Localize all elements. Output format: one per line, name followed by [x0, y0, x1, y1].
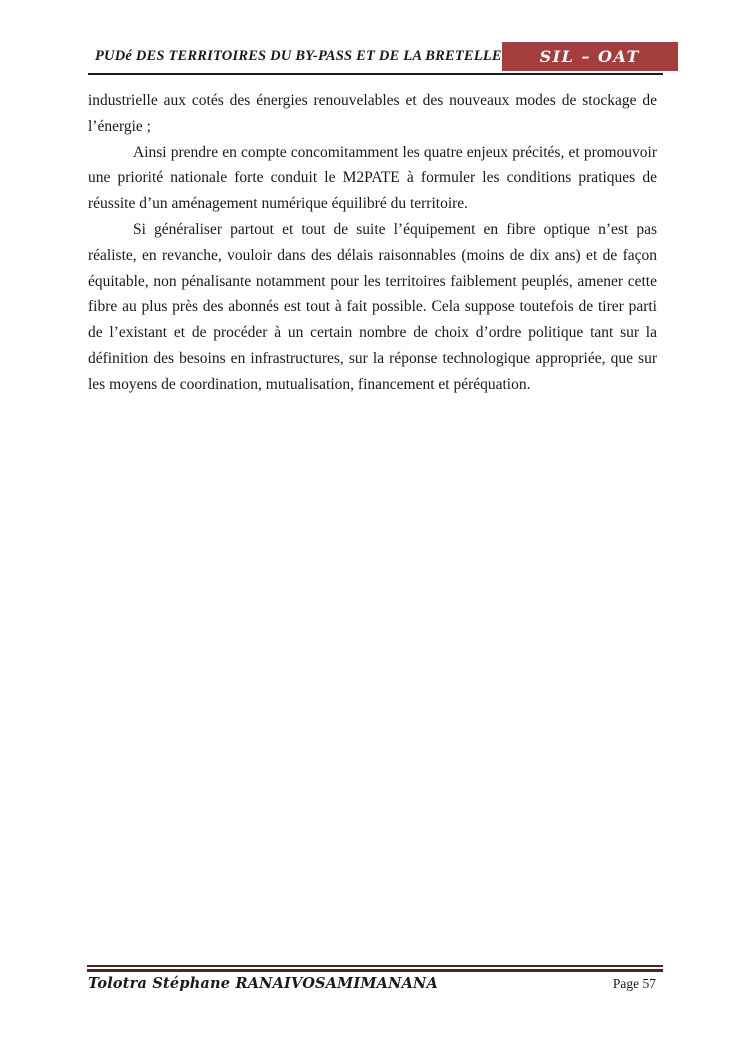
header-rule — [88, 73, 663, 75]
body-text — [88, 88, 657, 398]
paragraph: industrielle aux cotés des énergies renouvelables et des nouveaux modes de stockage de l’énergie ; — [88, 92, 657, 135]
footer-rule — [87, 965, 663, 972]
header-badge: SIL – OAT — [502, 42, 678, 71]
footer-page-number: Page 57 — [612, 976, 656, 991]
footer-rule-thick-line — [87, 969, 663, 972]
page-footer — [88, 975, 656, 992]
header-title: PUDé DES TERRITOIRES DU BY-PASS ET DE LA BRETELLE — [95, 48, 502, 64]
paragraph: Si généraliser partout et tout de suite l’équipement en fibre optique n’est pas réaliste, en revanche, vouloir dans des délais raisonnables (moins de dix ans) et de façon équitable, non pénalisante notamment pour les territoires faiblement peuplés, amener cette fibre au plus près des abonnés est tout à fait possible. Cela suppose toutefois de tirer parti de l’existant et de procéder à un certain nombre de choix d’ordre politique tant sur la définition des besoins en infrastructures, sur la réponse technologique appropriée, que sur les moyens de coordination, mutualisation, financement et péréquation. — [88, 220, 657, 393]
footer-author: Tolotra Stéphane RANAIVOSAMIMANANA — [88, 975, 438, 992]
page-header — [88, 41, 663, 72]
paragraph: Ainsi prendre en compte concomitamment les quatre enjeux précités, et promouvoir une priorité nationale forte conduit le M2PATE à formuler les conditions pratiques de réussite d’un aménagement numérique équilibré du territoire. — [88, 143, 657, 213]
